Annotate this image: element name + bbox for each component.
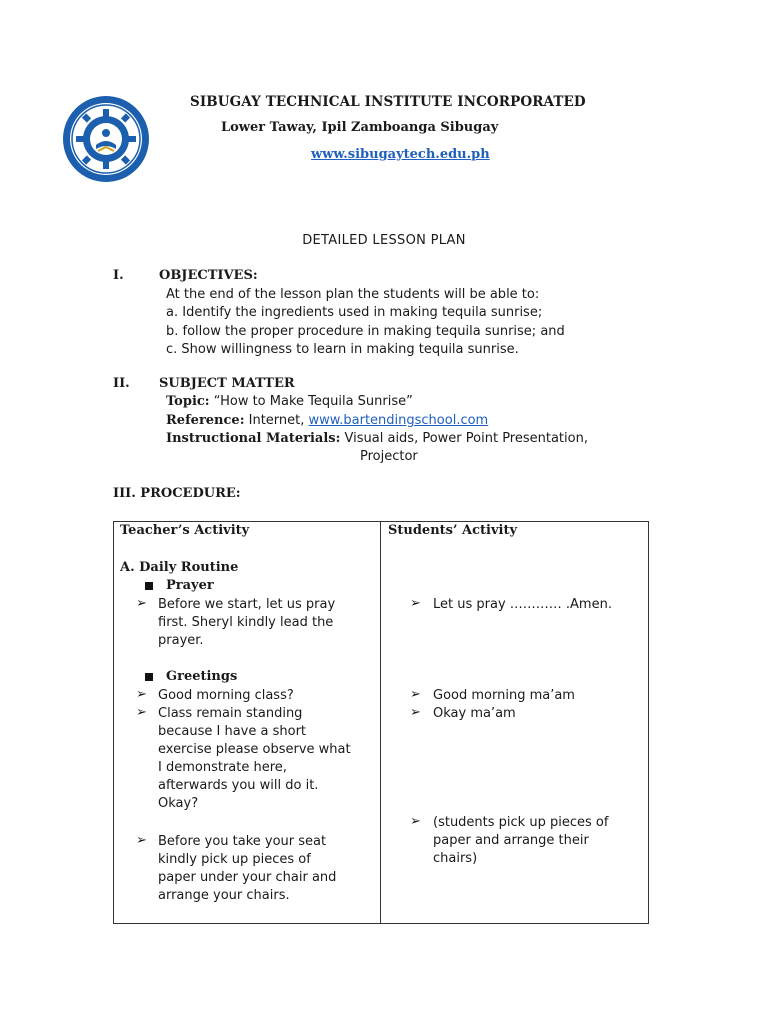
teacher-prayer-line: first. Sheryl kindly lead the bbox=[158, 615, 334, 630]
teacher-greeting: Good morning class? bbox=[158, 688, 294, 703]
procedure-heading: III. PROCEDURE: bbox=[113, 486, 241, 501]
reference-label: Reference: bbox=[166, 413, 245, 428]
materials-value: Visual aids, Power Point Presentation, bbox=[344, 431, 588, 446]
document-title: DETAILED LESSON PLAN bbox=[302, 233, 466, 248]
teacher-instruction-line: I demonstrate here, bbox=[158, 760, 287, 775]
students-activity-header: Students’ Activity bbox=[388, 523, 518, 538]
objective-item: a. Identify the ingredients used in making tequila sunrise; bbox=[166, 305, 543, 320]
teacher-instruction-line: afterwards you will do it. bbox=[158, 778, 319, 793]
topic-label: Topic: bbox=[166, 394, 210, 409]
school-address: Lower Taway, Ipil Zamboanga Sibugay bbox=[221, 120, 499, 135]
reference-line bbox=[166, 413, 488, 428]
objectives-intro: At the end of the lesson plan the students will be able to: bbox=[166, 287, 540, 302]
students-prayer-response: Let us pray ………… .Amen. bbox=[433, 597, 612, 612]
teacher-seat-line: kindly pick up pieces of bbox=[158, 852, 311, 867]
arrow-bullet-icon: ➢ bbox=[136, 833, 147, 848]
prayer-label: Prayer bbox=[166, 578, 214, 593]
teacher-prayer-line: prayer. bbox=[158, 633, 204, 648]
subject-matter-heading: SUBJECT MATTER bbox=[159, 376, 295, 391]
procedure-table bbox=[113, 521, 649, 924]
reference-link[interactable]: www.bartendingschool.com bbox=[308, 413, 489, 428]
students-action-line: (students pick up pieces of bbox=[433, 815, 609, 830]
school-seal-icon bbox=[62, 93, 150, 185]
objective-item: c. Show willingness to learn in making tequila sunrise. bbox=[166, 342, 519, 357]
teacher-prayer-line: Before we start, let us pray bbox=[158, 597, 336, 612]
arrow-bullet-icon: ➢ bbox=[410, 596, 421, 611]
arrow-bullet-icon: ➢ bbox=[136, 596, 147, 611]
objectives-numeral: I. bbox=[113, 268, 124, 283]
square-bullet-icon bbox=[145, 582, 153, 590]
teacher-instruction-line: Class remain standing bbox=[158, 706, 303, 721]
teacher-instruction-line: because I have a short bbox=[158, 724, 307, 739]
daily-routine-heading: A. Daily Routine bbox=[120, 560, 239, 575]
subject-matter-numeral: II. bbox=[113, 376, 130, 391]
reference-prefix: Internet, bbox=[248, 413, 305, 428]
objective-item: b. follow the proper procedure in making tequila sunrise; and bbox=[166, 324, 565, 339]
school-name: SIBUGAY TECHNICAL INSTITUTE INCORPORATED bbox=[190, 94, 586, 110]
teacher-instruction-line: exercise please observe what bbox=[158, 742, 351, 757]
materials-value-continued: Projector bbox=[360, 449, 418, 464]
teacher-seat-line: Before you take your seat bbox=[158, 834, 327, 849]
students-okay-response: Okay ma’am bbox=[433, 706, 516, 721]
objectives-heading: OBJECTIVES: bbox=[159, 268, 258, 283]
materials-line bbox=[166, 431, 588, 446]
square-bullet-icon bbox=[145, 673, 153, 681]
column-divider bbox=[380, 522, 381, 923]
teacher-instruction-line: Okay? bbox=[158, 796, 199, 811]
teacher-seat-line: paper under your chair and bbox=[158, 870, 337, 885]
students-greeting-response: Good morning ma’am bbox=[433, 688, 575, 703]
materials-label: Instructional Materials: bbox=[166, 431, 341, 446]
school-website-link[interactable]: www.sibugaytech.edu.ph bbox=[311, 147, 490, 162]
topic-value: “How to Make Tequila Sunrise” bbox=[213, 394, 413, 409]
topic-line bbox=[166, 394, 413, 409]
teacher-seat-line: arrange your chairs. bbox=[158, 888, 290, 903]
arrow-bullet-icon: ➢ bbox=[136, 705, 147, 720]
arrow-bullet-icon: ➢ bbox=[410, 814, 421, 829]
greetings-label: Greetings bbox=[166, 669, 238, 684]
arrow-bullet-icon: ➢ bbox=[410, 705, 421, 720]
students-action-line: chairs) bbox=[433, 851, 478, 866]
arrow-bullet-icon: ➢ bbox=[410, 687, 421, 702]
students-action-line: paper and arrange their bbox=[433, 833, 589, 848]
arrow-bullet-icon: ➢ bbox=[136, 687, 147, 702]
teacher-activity-header: Teacher’s Activity bbox=[120, 523, 250, 538]
